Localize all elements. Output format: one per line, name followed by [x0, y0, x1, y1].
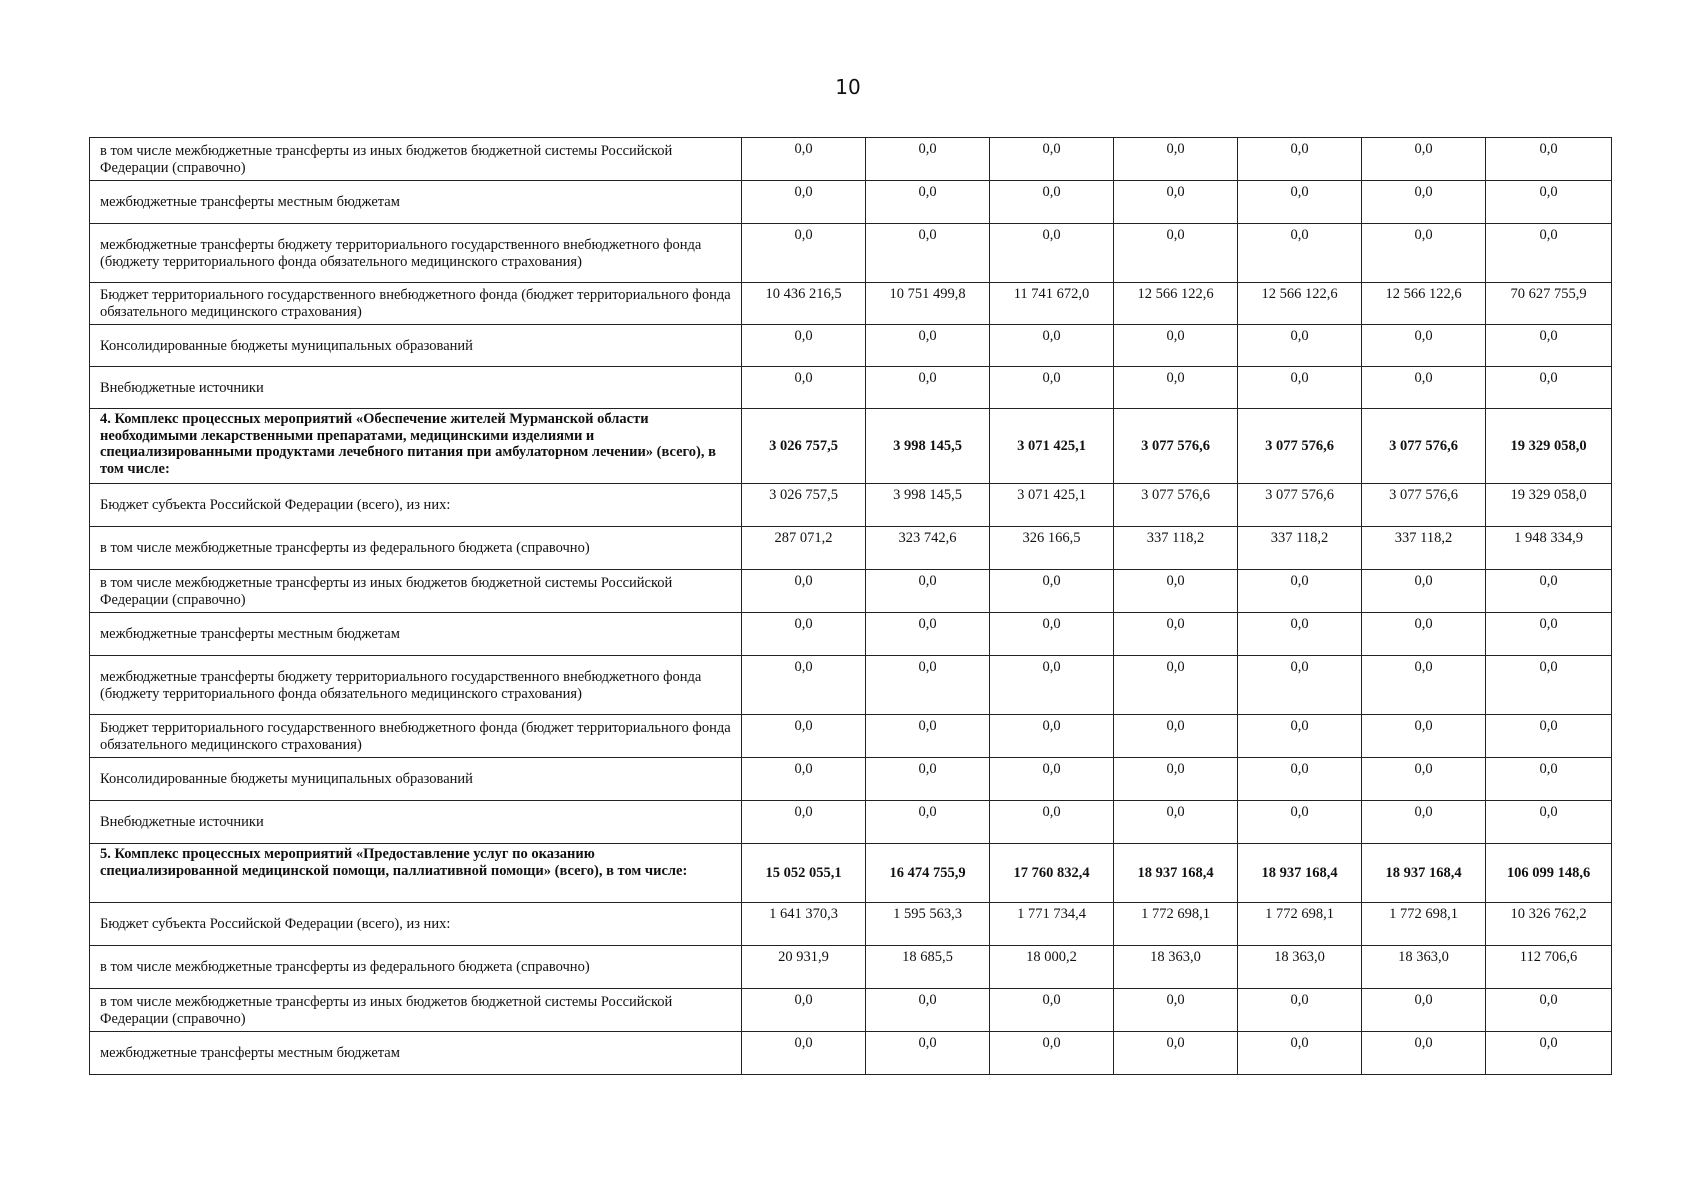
value-cell: 0,0: [1114, 989, 1238, 1032]
value-cell: 106 099 148,6: [1486, 844, 1612, 903]
value-cell: 12 566 122,6: [1114, 283, 1238, 325]
value-cell: 10 751 499,8: [866, 283, 990, 325]
value-cell: 0,0: [742, 181, 866, 224]
value-cell: 0,0: [1114, 1032, 1238, 1075]
value-cell: 0,0: [990, 367, 1114, 409]
value-cell: 18 937 168,4: [1362, 844, 1486, 903]
table-row: [90, 903, 1612, 946]
table-row: [90, 946, 1612, 989]
value-cell: 3 071 425,1: [990, 484, 1114, 527]
value-cell: 0,0: [1362, 367, 1486, 409]
value-cell: 0,0: [866, 613, 990, 656]
value-cell: 3 998 145,5: [866, 484, 990, 527]
value-cell: 0,0: [1238, 325, 1362, 367]
value-cell: 10 326 762,2: [1486, 903, 1612, 946]
table-row: [90, 758, 1612, 801]
value-cell: 18 000,2: [990, 946, 1114, 989]
value-cell: 20 931,9: [742, 946, 866, 989]
value-cell: 0,0: [1238, 715, 1362, 758]
value-cell: 0,0: [1362, 138, 1486, 181]
value-cell: 0,0: [990, 656, 1114, 715]
value-cell: 0,0: [1238, 570, 1362, 613]
value-cell: 17 760 832,4: [990, 844, 1114, 903]
table-row: [90, 1032, 1612, 1075]
value-cell: 0,0: [1114, 758, 1238, 801]
value-cell: 0,0: [742, 325, 866, 367]
row-label: Бюджет территориального государственного внебюджетного фонда (бюджет территориального фонда обязательного медицинского страхования): [90, 715, 742, 758]
value-cell: 0,0: [866, 656, 990, 715]
value-cell: 0,0: [742, 656, 866, 715]
value-cell: 0,0: [1486, 138, 1612, 181]
row-label: в том числе межбюджетные трансферты из иных бюджетов бюджетной системы Российской Федерации (справочно): [90, 989, 742, 1032]
value-cell: 0,0: [1114, 224, 1238, 283]
value-cell: 323 742,6: [866, 527, 990, 570]
row-label: 5. Комплекс процессных мероприятий «Предоставление услуг по оказанию специализированной медицинской помощи, паллиативной помощи» (всего), в том числе:: [90, 844, 742, 903]
value-cell: 0,0: [866, 325, 990, 367]
value-cell: 70 627 755,9: [1486, 283, 1612, 325]
value-cell: 0,0: [1238, 138, 1362, 181]
value-cell: 0,0: [742, 989, 866, 1032]
value-cell: 0,0: [1114, 138, 1238, 181]
row-label: в том числе межбюджетные трансферты из иных бюджетов бюджетной системы Российской Федерации (справочно): [90, 138, 742, 181]
value-cell: 326 166,5: [990, 527, 1114, 570]
row-label: Консолидированные бюджеты муниципальных образований: [90, 325, 742, 367]
value-cell: 0,0: [1114, 367, 1238, 409]
value-cell: 18 937 168,4: [1238, 844, 1362, 903]
value-cell: 0,0: [866, 367, 990, 409]
value-cell: 1 641 370,3: [742, 903, 866, 946]
value-cell: 1 771 734,4: [990, 903, 1114, 946]
value-cell: 3 998 145,5: [866, 409, 990, 484]
value-cell: 3 077 576,6: [1362, 409, 1486, 484]
value-cell: 16 474 755,9: [866, 844, 990, 903]
value-cell: 0,0: [1238, 801, 1362, 844]
value-cell: 18 363,0: [1238, 946, 1362, 989]
page-number: 10: [835, 75, 861, 99]
value-cell: 0,0: [1238, 758, 1362, 801]
row-label: Внебюджетные источники: [90, 367, 742, 409]
value-cell: 1 772 698,1: [1362, 903, 1486, 946]
value-cell: 0,0: [1362, 989, 1486, 1032]
value-cell: 0,0: [1486, 989, 1612, 1032]
row-label: 4. Комплекс процессных мероприятий «Обеспечение жителей Мурманской области необходимыми лекарственными препаратами, медицинскими изделиями и специализированными продуктами лечебного питания при амбулаторном лечении» (всего), в том числе:: [90, 409, 742, 484]
value-cell: 3 026 757,5: [742, 409, 866, 484]
value-cell: 0,0: [1114, 181, 1238, 224]
value-cell: 0,0: [1362, 758, 1486, 801]
value-cell: 1 772 698,1: [1238, 903, 1362, 946]
value-cell: 0,0: [990, 758, 1114, 801]
value-cell: 0,0: [990, 989, 1114, 1032]
value-cell: 0,0: [1238, 989, 1362, 1032]
value-cell: 0,0: [866, 715, 990, 758]
value-cell: 1 948 334,9: [1486, 527, 1612, 570]
table-row: [90, 325, 1612, 367]
value-cell: 0,0: [1486, 367, 1612, 409]
value-cell: 0,0: [1238, 181, 1362, 224]
table-row: [90, 181, 1612, 224]
value-cell: 19 329 058,0: [1486, 409, 1612, 484]
row-label: межбюджетные трансферты местным бюджетам: [90, 181, 742, 224]
table-row: [90, 224, 1612, 283]
value-cell: 0,0: [1362, 613, 1486, 656]
value-cell: 3 071 425,1: [990, 409, 1114, 484]
value-cell: 10 436 216,5: [742, 283, 866, 325]
value-cell: 0,0: [1362, 656, 1486, 715]
value-cell: 0,0: [742, 570, 866, 613]
value-cell: 0,0: [742, 367, 866, 409]
table-row: [90, 283, 1612, 325]
budget-table-body: [90, 138, 1612, 1075]
value-cell: 0,0: [990, 138, 1114, 181]
value-cell: 0,0: [1114, 656, 1238, 715]
value-cell: 0,0: [1486, 715, 1612, 758]
value-cell: 3 077 576,6: [1114, 484, 1238, 527]
value-cell: 0,0: [1114, 801, 1238, 844]
value-cell: 0,0: [1362, 715, 1486, 758]
value-cell: 0,0: [1238, 656, 1362, 715]
row-label: Бюджет субъекта Российской Федерации (всего), из них:: [90, 484, 742, 527]
value-cell: 3 077 576,6: [1362, 484, 1486, 527]
value-cell: 3 077 576,6: [1238, 484, 1362, 527]
row-label: в том числе межбюджетные трансферты из иных бюджетов бюджетной системы Российской Федерации (справочно): [90, 570, 742, 613]
value-cell: 3 077 576,6: [1114, 409, 1238, 484]
table-row: [90, 484, 1612, 527]
value-cell: 0,0: [866, 1032, 990, 1075]
value-cell: 0,0: [1486, 325, 1612, 367]
value-cell: 0,0: [1238, 224, 1362, 283]
value-cell: 0,0: [1114, 325, 1238, 367]
table-row: [90, 367, 1612, 409]
value-cell: 1 595 563,3: [866, 903, 990, 946]
value-cell: 0,0: [1362, 181, 1486, 224]
value-cell: 0,0: [1238, 367, 1362, 409]
value-cell: 287 071,2: [742, 527, 866, 570]
value-cell: 19 329 058,0: [1486, 484, 1612, 527]
value-cell: 0,0: [990, 613, 1114, 656]
value-cell: 0,0: [742, 1032, 866, 1075]
value-cell: 0,0: [1486, 181, 1612, 224]
value-cell: 112 706,6: [1486, 946, 1612, 989]
value-cell: 0,0: [1114, 715, 1238, 758]
value-cell: 0,0: [742, 224, 866, 283]
value-cell: 0,0: [742, 138, 866, 181]
value-cell: 0,0: [1486, 656, 1612, 715]
row-label: межбюджетные трансферты местным бюджетам: [90, 613, 742, 656]
value-cell: 11 741 672,0: [990, 283, 1114, 325]
value-cell: 0,0: [1362, 570, 1486, 613]
value-cell: 0,0: [866, 224, 990, 283]
table-row: [90, 715, 1612, 758]
row-label: межбюджетные трансферты местным бюджетам: [90, 1032, 742, 1075]
value-cell: 18 685,5: [866, 946, 990, 989]
value-cell: 12 566 122,6: [1362, 283, 1486, 325]
value-cell: 0,0: [1114, 570, 1238, 613]
value-cell: 0,0: [1114, 613, 1238, 656]
value-cell: 0,0: [1238, 1032, 1362, 1075]
value-cell: 0,0: [742, 715, 866, 758]
value-cell: 0,0: [1486, 224, 1612, 283]
value-cell: 18 363,0: [1362, 946, 1486, 989]
row-label: в том числе межбюджетные трансферты из федерального бюджета (справочно): [90, 946, 742, 989]
budget-table: [89, 137, 1612, 1075]
row-label: в том числе межбюджетные трансферты из федерального бюджета (справочно): [90, 527, 742, 570]
value-cell: 0,0: [866, 989, 990, 1032]
value-cell: 0,0: [866, 758, 990, 801]
value-cell: 0,0: [1362, 801, 1486, 844]
row-label: Бюджет территориального государственного внебюджетного фонда (бюджет территориального фонда обязательного медицинского страхования): [90, 283, 742, 325]
value-cell: 0,0: [1362, 1032, 1486, 1075]
value-cell: 15 052 055,1: [742, 844, 866, 903]
row-label: Консолидированные бюджеты муниципальных образований: [90, 758, 742, 801]
row-label: межбюджетные трансферты бюджету территориального государственного внебюджетного фонда (бюджету территориального фонда обязательного медицинского страхования): [90, 224, 742, 283]
value-cell: 337 118,2: [1362, 527, 1486, 570]
section-row: [90, 844, 1612, 903]
value-cell: 337 118,2: [1238, 527, 1362, 570]
table-row: [90, 801, 1612, 844]
value-cell: 0,0: [1486, 801, 1612, 844]
table-row: [90, 656, 1612, 715]
value-cell: 0,0: [1362, 325, 1486, 367]
value-cell: 337 118,2: [1114, 527, 1238, 570]
value-cell: 1 772 698,1: [1114, 903, 1238, 946]
value-cell: 0,0: [1486, 570, 1612, 613]
value-cell: 0,0: [1486, 758, 1612, 801]
value-cell: 0,0: [742, 613, 866, 656]
value-cell: 12 566 122,6: [1238, 283, 1362, 325]
row-label: Внебюджетные источники: [90, 801, 742, 844]
table-row: [90, 138, 1612, 181]
section-row: [90, 409, 1612, 484]
value-cell: 0,0: [990, 715, 1114, 758]
row-label: Бюджет субъекта Российской Федерации (всего), из них:: [90, 903, 742, 946]
value-cell: 3 026 757,5: [742, 484, 866, 527]
value-cell: 0,0: [990, 181, 1114, 224]
value-cell: 0,0: [1362, 224, 1486, 283]
value-cell: 18 937 168,4: [1114, 844, 1238, 903]
value-cell: 3 077 576,6: [1238, 409, 1362, 484]
value-cell: 0,0: [866, 181, 990, 224]
table-row: [90, 570, 1612, 613]
table-row: [90, 613, 1612, 656]
value-cell: 0,0: [990, 325, 1114, 367]
value-cell: 0,0: [742, 758, 866, 801]
value-cell: 0,0: [866, 138, 990, 181]
value-cell: 0,0: [866, 570, 990, 613]
table-row: [90, 989, 1612, 1032]
value-cell: 0,0: [742, 801, 866, 844]
value-cell: 18 363,0: [1114, 946, 1238, 989]
value-cell: 0,0: [1486, 1032, 1612, 1075]
value-cell: 0,0: [990, 1032, 1114, 1075]
value-cell: 0,0: [866, 801, 990, 844]
value-cell: 0,0: [1486, 613, 1612, 656]
table-row: [90, 527, 1612, 570]
value-cell: 0,0: [990, 570, 1114, 613]
row-label: межбюджетные трансферты бюджету территориального государственного внебюджетного фонда (бюджету территориального фонда обязательного медицинского страхования): [90, 656, 742, 715]
value-cell: 0,0: [990, 224, 1114, 283]
value-cell: 0,0: [1238, 613, 1362, 656]
value-cell: 0,0: [990, 801, 1114, 844]
